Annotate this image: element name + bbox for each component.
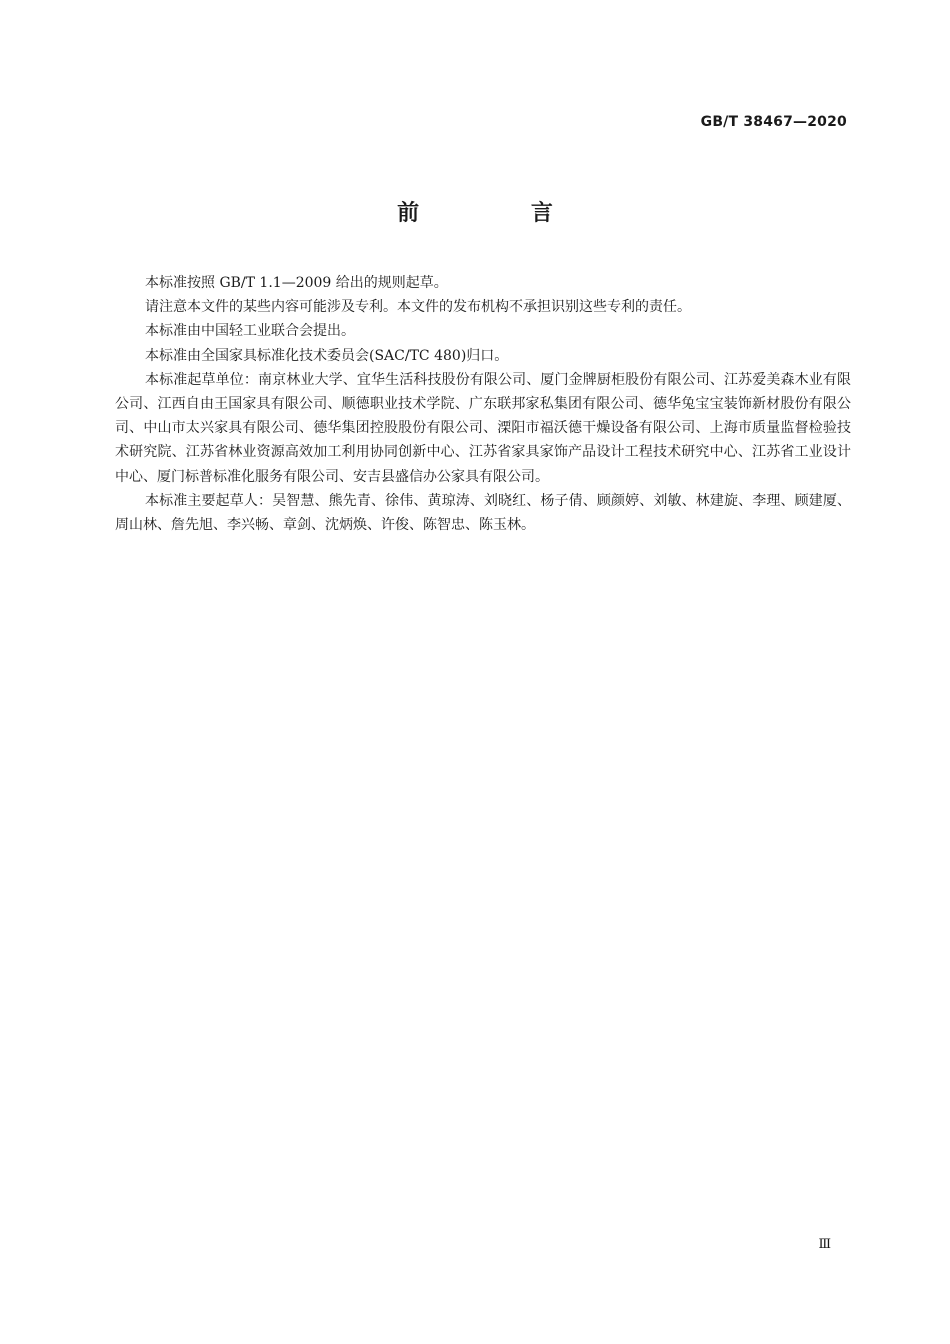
paragraph-under-jurisdiction: 本标准由全国家具标准化技术委员会(SAC/TC 480)归口。	[145, 347, 509, 364]
standard-number: GB/T 38467—2020	[700, 114, 847, 130]
paragraph-drafting-units: 本标准起草单位：南京林业大学、宜华生活科技股份有限公司、厦门金牌厨柜股份有限公司、江苏爱美森木业有限公司、江西自由王国家具有限公司、顺德职业技术学院、广东联邦家私集团有限公司、德华兔宝宝装饰新材股份有限公司、中山市太兴家具有限公司、德华集团控股股份有限公司、溧阳市福沃德干燥设备有限公司、上海市质量监督检验技术研究院、江苏省林业资源高效加工利用协同创新中心、江苏省家具家饰产品设计工程技术研究中心、江苏省工业设计中心、厦门标普标准化服务有限公司、安吉县盛信办公家具有限公司。	[115, 371, 851, 485]
paragraph-drafting-rules: 本标准按照 GB/T 1.1—2009 给出的规则起草。	[145, 275, 448, 291]
paragraph-patent-notice: 请注意本文件的某些内容可能涉及专利。本文件的发布机构不承担识别这些专利的责任。	[145, 299, 691, 316]
foreword-body	[115, 271, 851, 537]
paragraph-main-drafters: 本标准主要起草人：吴智慧、熊先青、徐伟、黄琼涛、刘晓红、杨子倩、顾颜婷、刘敏、林建旋、李理、顾建厦、周山林、詹先旭、李兴畅、章剑、沈炳焕、许俊、陈智忠、陈玉林。	[115, 492, 851, 534]
paragraph-proposed-by: 本标准由中国轻工业联合会提出。	[145, 323, 355, 340]
page-number: Ⅲ	[818, 1237, 831, 1252]
page-title: 前 言	[397, 201, 605, 226]
